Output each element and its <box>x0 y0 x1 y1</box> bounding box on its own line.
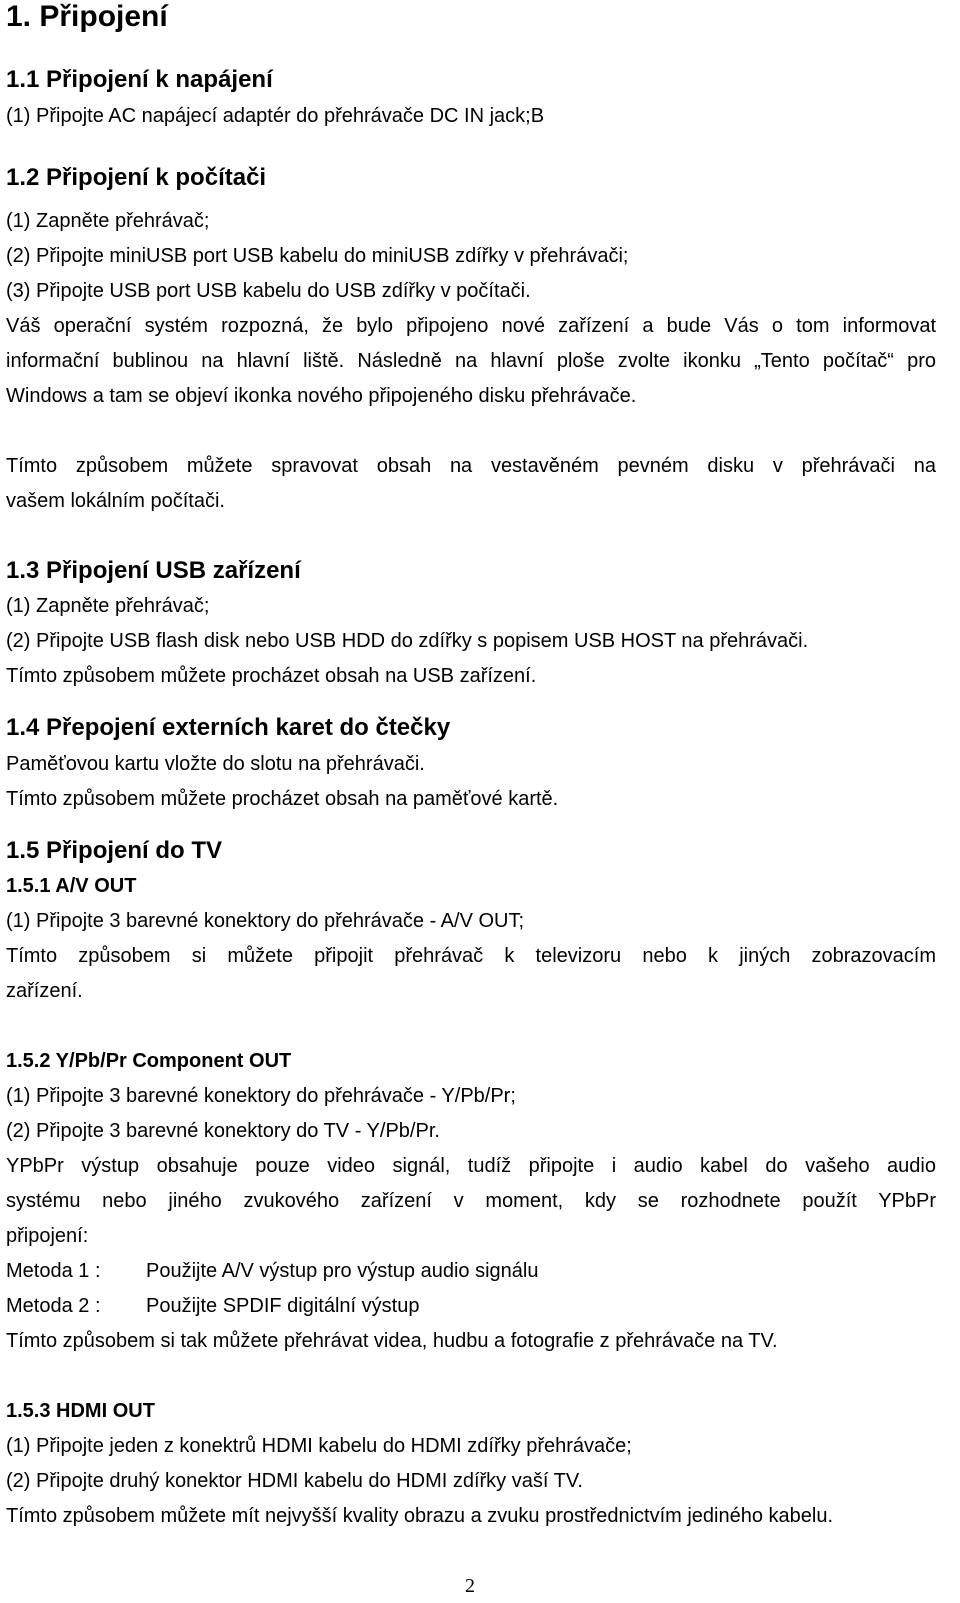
subsection-heading-1-5-2: 1.5.2 Y/Pb/Pr Component OUT <box>6 1050 292 1072</box>
section-heading-1-3: 1.3 Připojení USB zařízení <box>6 557 301 584</box>
paragraph-line: připojení: <box>6 1225 89 1247</box>
paragraph: (1) Zapněte přehrávač; <box>6 595 210 617</box>
paragraph: (2) Připojte druhý konektor HDMI kabelu do HDMI zdířky vaší TV. <box>6 1470 583 1492</box>
paragraph: Tímto způsobem můžete procházet obsah na paměťové kartě. <box>6 788 559 810</box>
paragraph: Tímto způsobem si tak můžete přehrávat videa, hudbu a fotografie z přehrávače na TV. <box>6 1330 778 1352</box>
paragraph-line: Váš operační systém rozpozná, že bylo připojeno nové zařízení a bude Vás o tom informovat <box>6 315 936 337</box>
paragraph: Tímto způsobem můžete procházet obsah na USB zařízení. <box>6 665 537 687</box>
metoda-1-value: Použijte A/V výstup pro výstup audio signálu <box>146 1260 539 1282</box>
metoda-2-label: Metoda 2 : <box>6 1295 101 1317</box>
paragraph: (2) Připojte miniUSB port USB kabelu do miniUSB zdířky v přehrávači; <box>6 245 629 267</box>
section-heading-1-2: 1.2 Připojení k počítači <box>6 164 267 191</box>
subsection-heading-1-5-1: 1.5.1 A/V OUT <box>6 875 137 897</box>
paragraph: (1) Zapněte přehrávač; <box>6 210 210 232</box>
paragraph: (1) Připojte 3 barevné konektory do přehrávače - Y/Pb/Pr; <box>6 1085 516 1107</box>
page-title: 1. Připojení <box>6 0 168 33</box>
paragraph: (1) Připojte AC napájecí adaptér do přehrávače DC IN jack;B <box>6 105 545 127</box>
paragraph: (3) Připojte USB port USB kabelu do USB zdířky v počítači. <box>6 280 531 302</box>
section-heading-1-5: 1.5 Připojení do TV <box>6 837 223 864</box>
paragraph: Tímto způsobem můžete mít nejvyšší kvality obrazu a zvuku prostřednictvím jediného kabelu. <box>6 1505 834 1527</box>
paragraph-line: zařízení. <box>6 980 83 1002</box>
section-heading-1-1: 1.1 Připojení k napájení <box>6 66 273 93</box>
paragraph-line: Tímto způsobem si můžete připojit přehrávač k televizoru nebo k jiných zobrazovacím <box>6 945 936 967</box>
paragraph-line: Tímto způsobem můžete spravovat obsah na vestavěném pevném disku v přehrávači na <box>6 455 936 477</box>
page-number: 2 <box>465 1575 475 1597</box>
metoda-2-value: Použijte SPDIF digitální výstup <box>146 1295 420 1317</box>
paragraph-line: informační bublinou na hlavní liště. Následně na hlavní ploše zvolte ikonku „Tento počítač“ pro <box>6 350 936 372</box>
paragraph: (2) Připojte 3 barevné konektory do TV - Y/Pb/Pr. <box>6 1120 440 1142</box>
paragraph: Paměťovou kartu vložte do slotu na přehrávači. <box>6 753 425 775</box>
paragraph-line: systému nebo jiného zvukového zařízení v moment, kdy se rozhodnete použít YPbPr <box>6 1190 936 1212</box>
paragraph-line: Windows a tam se objeví ikonka nového připojeného disku přehrávače. <box>6 385 637 407</box>
paragraph: (1) Připojte 3 barevné konektory do přehrávače - A/V OUT; <box>6 910 525 932</box>
subsection-heading-1-5-3: 1.5.3 HDMI OUT <box>6 1400 155 1422</box>
metoda-1-label: Metoda 1 : <box>6 1260 101 1282</box>
paragraph-line: YPbPr výstup obsahuje pouze video signál, tudíž připojte i audio kabel do vašeho audio <box>6 1155 936 1177</box>
paragraph-line: vašem lokálním počítači. <box>6 490 225 512</box>
section-heading-1-4: 1.4 Přepojení externích karet do čtečky <box>6 714 451 741</box>
paragraph: (1) Připojte jeden z konektrů HDMI kabelu do HDMI zdířky přehrávače; <box>6 1435 632 1457</box>
paragraph: (2) Připojte USB flash disk nebo USB HDD do zdířky s popisem USB HOST na přehrávači. <box>6 630 809 652</box>
